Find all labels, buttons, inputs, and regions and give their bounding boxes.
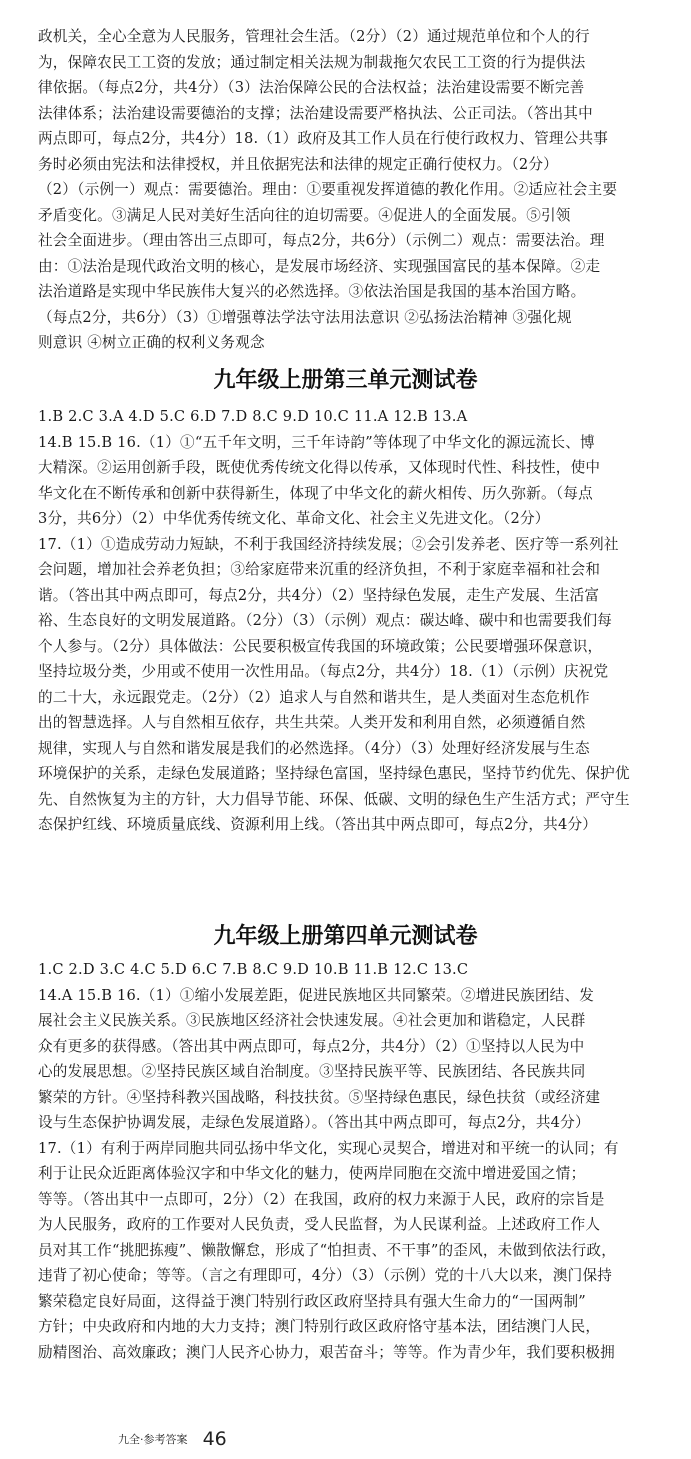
answer-line: 由：①法治是现代政治文明的核心，是发展市场经济、实现强国富民的基本保障。②走 [38, 257, 601, 275]
answer-line: 则意识 ④树立正确的权利义务观念 [38, 334, 265, 351]
answer-line: 的二十大，永远跟党走。（2分）（2）追求人与自然和谐共生，是人类面对生态危机作 [38, 688, 590, 706]
previous-unit-answers [38, 24, 666, 356]
answer-line: 矛盾变化。③满足人民对美好生活向往的迫切需要。④促进人的全面发展。⑤引领 [38, 206, 571, 224]
answer-line: 违背了初心使命；等等。（言之有理即可，4分）（3）（示例）党的十八大以来，澳门保持 [38, 1267, 613, 1284]
answer-line: 为，保障农民工工资的发放；通过制定相关法规为制裁拖欠农民工工资的行为提供法 [38, 53, 586, 71]
answer-line: 为人民服务，政府的工作要对人民负责，受人民监督，为人民谋利益。上述政府工作人 [38, 1216, 601, 1233]
answer-line: 出的智慧选择。人与自然相互依存，共生共荣。人类开发和利用自然，必须遵循自然 [38, 714, 586, 731]
answer-line: 法律体系；法治建设需要德治的支撑；法治建设需要严格执法、公正司法。（答出其中 [38, 104, 593, 122]
answer-line: 坚持垃圾分类，少用或不使用一次性用品。（每点2分，共4分）18.（1）（示例）庆祝党 [38, 663, 609, 680]
answer-line: 律依据。（每点2分，共4分）（3）法治保障公民的合法权益；法治建设需要不断完善 [38, 79, 585, 96]
answer-line: 先、自然恢复为主的方针，大力倡导节能、环保、低碳、文明的绿色生产生活方式；严守生 [38, 790, 630, 808]
answer-line: 众有更多的获得感。（答出其中两点即可，每点2分，共4分）（2）①坚持以人民为中 [38, 1037, 585, 1055]
answer-line: 法治道路是实现中华民族伟大复兴的必然选择。③依法治国是我国的基本治国方略。 [38, 283, 586, 300]
answer-line: 规律，实现人与自然和谐发展是我们的必然选择。（4分）（3）处理好经济发展与生态 [38, 739, 590, 757]
answer-line: 繁荣稳定良好局面，这得益于澳门特别行政区政府坚持具有强大生命力的“一国两制” [38, 1292, 586, 1310]
page-number: 46 [202, 1428, 227, 1450]
answer-line: 利于让民众近距离体验汉字和中华文化的魅力，使两岸同胞在交流中增进爱国之情； [38, 1165, 586, 1182]
footer-label: 九全·参考答案 [118, 1433, 188, 1446]
answer-line: 裕、生态良好的文明发展道路。（2分）（3）（示例）观点：碳达峰、碳中和也需要我们每 [38, 612, 613, 629]
answer-line: 等等。（答出其中一点即可，2分）（2）在我国，政府的权力来源于人民，政府的宗旨是 [38, 1190, 605, 1208]
answer-line: 1.C 2.D 3.C 4.C 5.D 6.C 7.B 8.C 9.D 10.B 11.B 12.C 13.C [38, 961, 469, 978]
answer-line: 展社会主义民族关系。③民族地区经济社会快速发展。④社会更加和谐稳定，人民群 [38, 1012, 586, 1029]
answer-line: 大精深。②运用创新手段，既使优秀传统文化得以传承，又体现时代性、科技性，使中 [38, 459, 601, 476]
answer-line: （每点2分，共6分）（3）①增强尊法学法守法用法意识 ②弘扬法治精神 ③强化规 [38, 308, 572, 326]
answer-line: 务时必须由宪法和法律授权，并且依据宪法和法律的规定正确行使权力。（2分） [38, 155, 558, 173]
answer-line: 员对其工作“挑肥拣瘦”、懒散懈怠，形成了“怕担责、不干事”的歪风，未做到依法行政， [38, 1241, 617, 1259]
answer-line: 态保护红线、环境质量底线、资源利用上线。（答出其中两点即可，每点2分，共4分） [38, 816, 598, 833]
unit-4-answers [38, 957, 666, 1365]
answer-line: （2）（示例一）观点：需要德治。理由：①要重视发挥道德的教化作用。②适应社会主要 [38, 181, 618, 198]
answer-line: 方针；中央政府和内地的大力支持；澳门特别行政区政府恪守基本法，团结澳门人民， [38, 1318, 601, 1335]
unit-4-title: 九年级上册第四单元测试卷 [213, 924, 478, 949]
answer-line: 环境保护的关系，走绿色发展道路；坚持绿色富国，坚持绿色惠民，坚持节约优先、保护优 [38, 765, 630, 782]
answer-line: 谐。（答出其中两点即可，每点2分，共4分）（2）坚持绿色发展，走生产发展、生活富 [38, 586, 600, 604]
page-footer [118, 1428, 227, 1450]
answer-line: 繁荣的方针。④坚持科教兴国战略，科技扶贫。⑤坚持绿色惠民，绿色扶贫（或经济建 [38, 1088, 601, 1106]
answer-line: 17.（1）有利于两岸同胞共同弘扬中华文化，实现心灵契合，增进对和平统一的认同；有 [38, 1139, 619, 1157]
answer-line: 会问题，增加社会养老负担；③给家庭带来沉重的经济负担，不利于家庭幸福和社会和 [38, 561, 601, 578]
answer-line: 设与生态保护协调发展，走绿色发展道路）。（答出其中两点即可，每点2分，共4分） [38, 1114, 590, 1131]
answer-line: 1.B 2.C 3.A 4.D 5.C 6.D 7.D 8.C 9.D 10.C 11.A 12.B 13.A [38, 408, 468, 425]
answer-line: 个人参与。（2分）具体做法：公民要积极宣传我国的环境政策；公民要增强环保意识， [38, 637, 603, 655]
unit-3-answers [38, 404, 666, 838]
answer-line: 政机关，全心全意为人民服务，管理社会生活。（2分）（2）通过规范单位和个人的行 [38, 28, 590, 45]
answer-line: 社会全面进步。（理由答出三点即可，每点2分，共6分）（示例二）观点：需要法治。理 [38, 232, 605, 249]
answer-line: 14.A 15.B 16.（1）①缩小发展差距，促进民族地区共同繁荣。②增进民族团结、发 [38, 986, 595, 1004]
answer-line: 17.（1）①造成劳动力短缺，不利于我国经济持续发展；②会引发养老、医疗等一系列社 [38, 535, 619, 553]
answer-line: 心的发展思想。②坚持民族区域自治制度。③坚持民族平等、民族团结、各民族共同 [38, 1063, 586, 1080]
answer-line: 14.B 15.B 16.（1）①“五千年文明，三千年诗韵”等体现了中华文化的源远流长、博 [38, 433, 595, 451]
answer-line: 华文化在不断传承和创新中获得新生，体现了中华文化的薪火相传、历久弥新。（每点 [38, 484, 593, 502]
answer-line: 3分，共6分）（2）中华优秀传统文化、革命文化、社会主义先进文化。（2分） [38, 510, 550, 527]
answer-line: 两点即可，每点2分，共4分）18.（1）政府及其工作人员在行使行政权力、管理公共事 [38, 130, 609, 147]
answer-line: 励精图治、高效廉政；澳门人民齐心协力，艰苦奋斗；等等。作为青少年，我们要积极拥 [38, 1343, 615, 1361]
unit-3-title: 九年级上册第三单元测试卷 [213, 368, 478, 393]
